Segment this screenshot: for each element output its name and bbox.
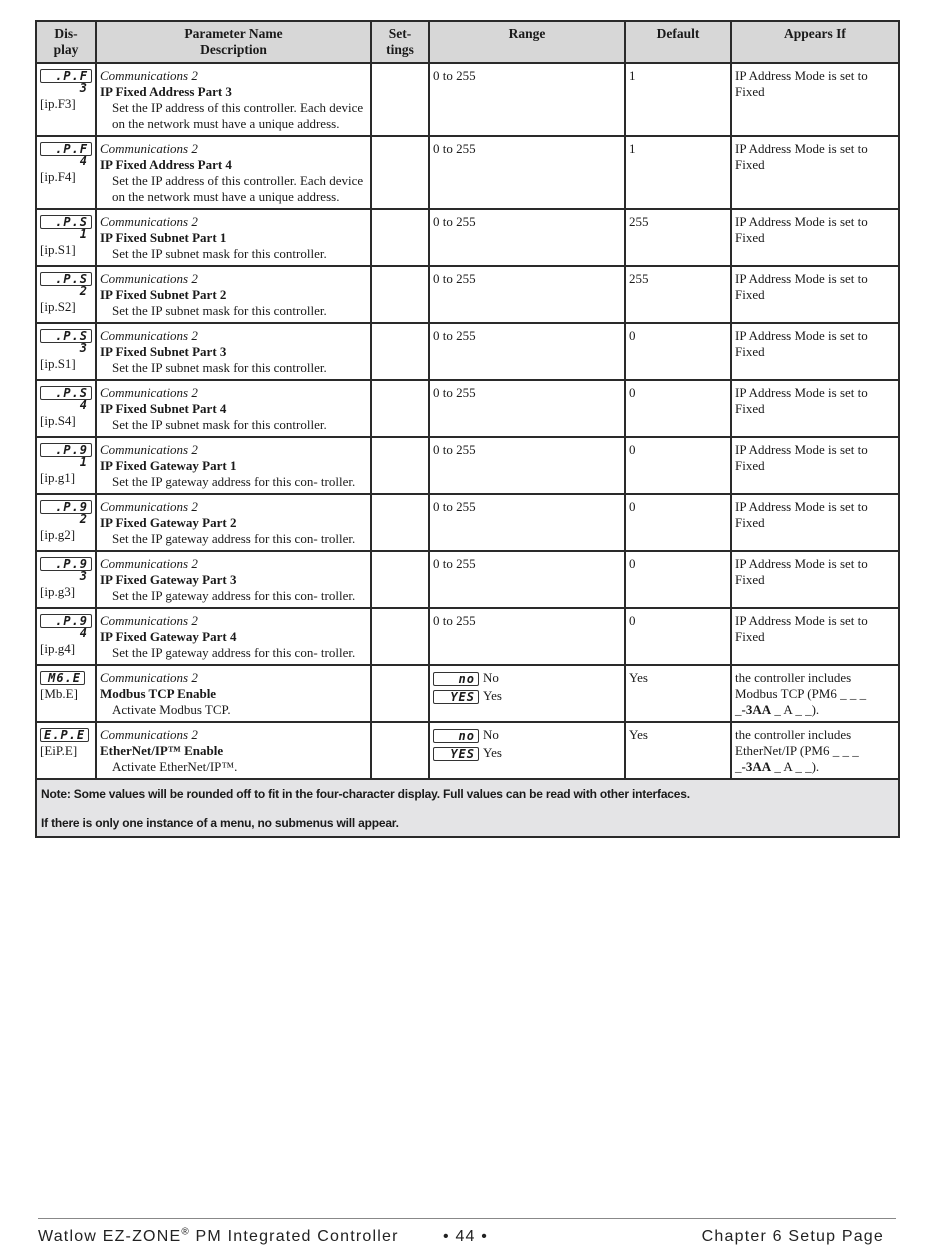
appears-if-cell — [731, 665, 899, 722]
parameter-name: IP Fixed Gateway Part 4 — [100, 629, 237, 644]
default-value: 0 — [629, 613, 636, 628]
parameter-cell — [96, 551, 371, 608]
table-row — [36, 608, 899, 665]
default-cell — [625, 209, 731, 266]
appears-if-text: IP Address Mode is set to Fixed — [735, 68, 868, 99]
table-row — [36, 266, 899, 323]
parameter-cell — [96, 437, 371, 494]
default-cell — [625, 380, 731, 437]
option-label: No — [483, 670, 499, 685]
display-abbrev: [ip.g1] — [40, 470, 76, 485]
table-row — [36, 494, 899, 551]
parameter-description: Activate EtherNet/IP™. — [112, 759, 238, 774]
default-cell — [625, 63, 731, 136]
menu-category: Communications 2 — [100, 442, 198, 457]
appears-if-cell — [731, 437, 899, 494]
settings-cell — [371, 437, 429, 494]
lcd-option-code: no — [433, 729, 479, 743]
parameter-description: Set the IP gateway address for this con- troller. — [112, 588, 356, 603]
parameter-cell — [96, 266, 371, 323]
option-label: Yes — [483, 688, 502, 704]
default-value: 255 — [629, 214, 649, 229]
range-cell — [429, 323, 625, 380]
default-cell — [625, 323, 731, 380]
menu-category: Communications 2 — [100, 727, 198, 742]
parameter-cell — [96, 722, 371, 779]
default-cell — [625, 136, 731, 209]
menu-category: Communications 2 — [100, 68, 198, 83]
default-value: 0 — [629, 385, 636, 400]
default-cell — [625, 608, 731, 665]
menu-category: Communications 2 — [100, 499, 198, 514]
appears-if-text: IP Address Mode is set to Fixed — [735, 499, 868, 530]
note-submenus: If there is only one instance of a menu, no submenus will appear. — [41, 816, 399, 830]
parameter-description: Set the IP subnet mask for this controller. — [112, 360, 327, 375]
table-note-row — [36, 779, 899, 837]
footer-rule — [38, 1218, 896, 1219]
parameter-table — [35, 20, 900, 838]
range-cell — [429, 665, 625, 722]
appears-if-text: IP Address Mode is set to Fixed — [735, 556, 868, 587]
lcd-option-code: YES — [433, 747, 479, 761]
appears-if-cell — [731, 209, 899, 266]
parameter-description: Set the IP subnet mask for this controller. — [112, 303, 327, 318]
settings-cell — [371, 136, 429, 209]
parameter-name: EtherNet/IP™ Enable — [100, 743, 224, 758]
menu-category: Communications 2 — [100, 613, 198, 628]
table-row — [36, 323, 899, 380]
header-range: Range — [429, 21, 625, 63]
option-yes — [433, 745, 621, 761]
appears-if-suffix: _ A _ _). — [771, 759, 820, 774]
table-row — [36, 551, 899, 608]
appears-if-cell — [731, 323, 899, 380]
lcd-display-code: .P.F 4 — [40, 142, 92, 156]
display-cell — [36, 437, 96, 494]
display-abbrev: [ip.S2] — [40, 299, 76, 314]
display-abbrev: [ip.S1] — [40, 356, 76, 371]
default-value: 1 — [629, 141, 636, 156]
parameter-name: IP Fixed Subnet Part 3 — [100, 344, 227, 359]
range-cell — [429, 380, 625, 437]
appears-if-cell — [731, 63, 899, 136]
parameter-name: Modbus TCP Enable — [100, 686, 217, 701]
appears-if-text: the controller includes Modbus TCP (PM6 _ _ _ _ — [735, 670, 867, 717]
range-value: 0 to 255 — [433, 328, 476, 343]
settings-cell — [371, 494, 429, 551]
appears-if-cell — [731, 494, 899, 551]
default-value: 0 — [629, 442, 636, 457]
appears-if-code: -3AA — [741, 702, 772, 717]
appears-if-text: IP Address Mode is set to Fixed — [735, 385, 868, 416]
settings-cell — [371, 722, 429, 779]
range-value: 0 to 255 — [433, 214, 476, 229]
appears-if-text: IP Address Mode is set to Fixed — [735, 214, 868, 245]
lcd-display-code: M6.E — [40, 671, 85, 685]
display-abbrev: [ip.F3] — [40, 96, 76, 111]
parameter-description: Set the IP gateway address for this con- troller. — [112, 474, 356, 489]
display-abbrev: [ip.g3] — [40, 584, 76, 599]
note-cell — [36, 779, 899, 837]
appears-if-text: IP Address Mode is set to Fixed — [735, 442, 868, 473]
option-label: No — [483, 727, 499, 742]
lcd-display-code: .P.9 4 — [40, 614, 92, 628]
parameter-name: IP Fixed Gateway Part 1 — [100, 458, 237, 473]
parameter-description: Activate Modbus TCP. — [112, 702, 231, 717]
default-cell — [625, 722, 731, 779]
appears-if-text: IP Address Mode is set to Fixed — [735, 141, 868, 172]
appears-if-cell — [731, 608, 899, 665]
parameter-cell — [96, 209, 371, 266]
lcd-display-code: .P.S 2 — [40, 272, 92, 286]
display-abbrev: [ip.S1] — [40, 242, 76, 257]
parameter-description: Set the IP address of this controller. Each device on the network must have a unique address. — [112, 173, 364, 204]
parameter-cell — [96, 608, 371, 665]
range-cell — [429, 722, 625, 779]
display-cell — [36, 63, 96, 136]
note-rounding: Note: Some values will be rounded off to fit in the four-character display. Full values can be read with other interfaces. — [41, 787, 690, 801]
lcd-display-code: .P.9 3 — [40, 557, 92, 571]
settings-cell — [371, 209, 429, 266]
lcd-display-code: .P.F 3 — [40, 69, 92, 83]
menu-category: Communications 2 — [100, 271, 198, 286]
appears-if-cell — [731, 722, 899, 779]
settings-cell — [371, 266, 429, 323]
header-settings: Set- tings — [371, 21, 429, 63]
display-cell — [36, 266, 96, 323]
parameter-description: Set the IP subnet mask for this controller. — [112, 417, 327, 432]
appears-if-cell — [731, 380, 899, 437]
parameter-name: IP Fixed Address Part 4 — [100, 157, 232, 172]
lcd-display-code: E.P.E — [40, 728, 89, 742]
display-abbrev: [ip.F4] — [40, 169, 76, 184]
display-cell — [36, 551, 96, 608]
range-cell — [429, 551, 625, 608]
menu-category: Communications 2 — [100, 214, 198, 229]
footer-product: Watlow EZ-ZONE® PM Integrated Controller — [38, 1226, 399, 1245]
parameter-cell — [96, 136, 371, 209]
appears-if-cell — [731, 266, 899, 323]
appears-if-code: -3AA — [741, 759, 772, 774]
option-yes — [433, 688, 621, 704]
parameter-cell — [96, 63, 371, 136]
default-cell — [625, 665, 731, 722]
appears-if-cell — [731, 136, 899, 209]
page-number: • 44 • — [443, 1228, 489, 1245]
parameter-cell — [96, 665, 371, 722]
settings-cell — [371, 608, 429, 665]
menu-category: Communications 2 — [100, 670, 198, 685]
menu-category: Communications 2 — [100, 141, 198, 156]
default-value: Yes — [629, 727, 648, 742]
range-cell — [429, 63, 625, 136]
footer-chapter: Chapter 6 Setup Page — [701, 1228, 884, 1245]
lcd-display-code: .P.9 1 — [40, 443, 92, 457]
settings-cell — [371, 551, 429, 608]
display-cell — [36, 209, 96, 266]
table-row — [36, 380, 899, 437]
parameter-cell — [96, 380, 371, 437]
settings-cell — [371, 323, 429, 380]
display-abbrev: [ip.S4] — [40, 413, 76, 428]
parameter-name: IP Fixed Subnet Part 4 — [100, 401, 227, 416]
display-abbrev: [EiP.E] — [40, 743, 78, 758]
table-row — [36, 63, 899, 136]
option-no — [433, 727, 621, 743]
parameter-description: Set the IP address of this controller. Each device on the network must have a unique address. — [112, 100, 364, 131]
appears-if-text: IP Address Mode is set to Fixed — [735, 271, 868, 302]
appears-if-text: IP Address Mode is set to Fixed — [735, 613, 868, 644]
settings-cell — [371, 63, 429, 136]
display-cell — [36, 608, 96, 665]
header-display: Dis- play — [36, 21, 96, 63]
appears-if-text: the controller includes EtherNet/IP (PM6 _ _ _ _ — [735, 727, 859, 774]
parameter-name: IP Fixed Subnet Part 1 — [100, 230, 227, 245]
parameter-cell — [96, 494, 371, 551]
range-cell — [429, 437, 625, 494]
menu-category: Communications 2 — [100, 556, 198, 571]
range-cell — [429, 209, 625, 266]
range-cell — [429, 136, 625, 209]
range-value: 0 to 255 — [433, 556, 476, 571]
display-cell — [36, 494, 96, 551]
lcd-display-code: .P.S 4 — [40, 386, 92, 400]
range-value: 0 to 255 — [433, 613, 476, 628]
parameter-name: IP Fixed Gateway Part 3 — [100, 572, 237, 587]
lcd-display-code: .P.9 2 — [40, 500, 92, 514]
range-cell — [429, 266, 625, 323]
range-value: 0 to 255 — [433, 385, 476, 400]
parameter-description: Set the IP subnet mask for this controller. — [112, 246, 327, 261]
default-value: 0 — [629, 328, 636, 343]
display-cell — [36, 380, 96, 437]
range-value: 0 to 255 — [433, 499, 476, 514]
range-value: 0 to 255 — [433, 442, 476, 457]
display-abbrev: [ip.g4] — [40, 641, 76, 656]
range-cell — [429, 608, 625, 665]
appears-if-suffix: _ A _ _). — [771, 702, 820, 717]
lcd-option-code: YES — [433, 690, 479, 704]
header-parameter: Parameter Name Description — [96, 21, 371, 63]
parameter-name: IP Fixed Address Part 3 — [100, 84, 232, 99]
default-value: 1 — [629, 68, 636, 83]
parameter-description: Set the IP gateway address for this con- troller. — [112, 531, 356, 546]
table-row-ethernet — [36, 722, 899, 779]
table-row-modbus — [36, 665, 899, 722]
display-cell — [36, 665, 96, 722]
lcd-option-code: no — [433, 672, 479, 686]
settings-cell — [371, 665, 429, 722]
display-abbrev: [ip.g2] — [40, 527, 76, 542]
lcd-display-code: .P.S 1 — [40, 215, 92, 229]
default-value: 0 — [629, 499, 636, 514]
settings-cell — [371, 380, 429, 437]
display-abbrev: [Mb.E] — [40, 686, 78, 701]
range-cell — [429, 494, 625, 551]
default-cell — [625, 551, 731, 608]
menu-category: Communications 2 — [100, 328, 198, 343]
table-header-row — [36, 21, 899, 63]
header-default: Default — [625, 21, 731, 63]
parameter-cell — [96, 323, 371, 380]
table-row — [36, 437, 899, 494]
range-value: 0 to 255 — [433, 68, 476, 83]
display-cell — [36, 323, 96, 380]
option-no — [433, 670, 621, 686]
default-value: Yes — [629, 670, 648, 685]
range-value: 0 to 255 — [433, 271, 476, 286]
lcd-display-code: .P.S 3 — [40, 329, 92, 343]
default-cell — [625, 266, 731, 323]
appears-if-text: IP Address Mode is set to Fixed — [735, 328, 868, 359]
menu-category: Communications 2 — [100, 385, 198, 400]
default-value: 255 — [629, 271, 649, 286]
header-appears-if: Appears If — [731, 21, 899, 63]
range-value: 0 to 255 — [433, 141, 476, 156]
table-row — [36, 209, 899, 266]
option-label: Yes — [483, 745, 502, 761]
default-cell — [625, 437, 731, 494]
display-cell — [36, 722, 96, 779]
default-value: 0 — [629, 556, 636, 571]
display-cell — [36, 136, 96, 209]
parameter-name: IP Fixed Gateway Part 2 — [100, 515, 237, 530]
appears-if-cell — [731, 551, 899, 608]
default-cell — [625, 494, 731, 551]
table-row — [36, 136, 899, 209]
parameter-description: Set the IP gateway address for this con- troller. — [112, 645, 356, 660]
parameter-name: IP Fixed Subnet Part 2 — [100, 287, 227, 302]
